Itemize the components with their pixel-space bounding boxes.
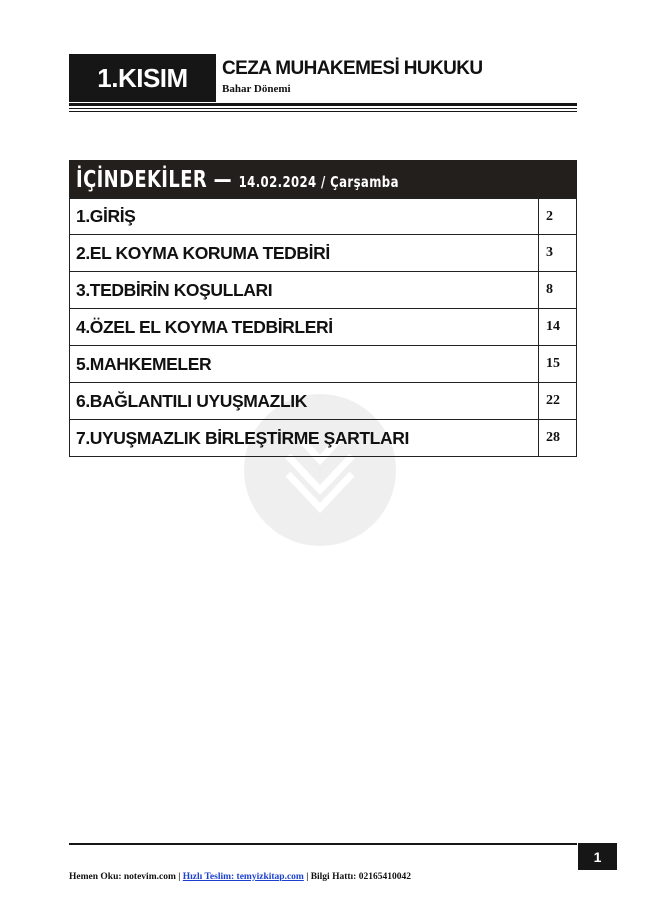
footer-rule	[69, 843, 577, 845]
page-number: 1	[593, 848, 602, 865]
footer-hotline: Bilgi Hattı: 02165410042	[310, 872, 411, 882]
header-rule-thick	[69, 103, 577, 106]
toc-item-page: 2	[546, 208, 553, 224]
toc-item-page: 14	[546, 319, 560, 334]
toc-item-label: 3.TEDBİRİN KOŞULLARI	[70, 272, 539, 308]
toc-date: 14.02.2024 / Çarşamba	[238, 173, 399, 191]
toc-row[interactable]	[69, 309, 577, 346]
table-of-contents	[69, 160, 577, 457]
document-title: CEZA MUHAKEMESİ HUKUKU	[222, 58, 483, 79]
section-label: 1.KISIM	[97, 62, 188, 93]
footer-read-label: Hemen Oku: notevim.com	[69, 872, 176, 882]
toc-row[interactable]	[69, 420, 577, 457]
toc-item-page: 28	[546, 430, 560, 445]
header-rule-thin	[69, 108, 577, 109]
toc-row[interactable]	[69, 383, 577, 420]
page-number-box	[578, 843, 617, 870]
toc-item-label: 5.MAHKEMELER	[70, 346, 539, 382]
toc-row[interactable]	[69, 235, 577, 272]
delivery-link[interactable]: Hızlı Teslim: temyizkitap.com	[182, 872, 304, 882]
footer-separator: |	[178, 872, 181, 882]
toc-row[interactable]	[69, 198, 577, 235]
toc-item-page: 8	[546, 282, 553, 297]
header-rule-thin	[69, 111, 577, 112]
toc-heading: İÇİNDEKİLER —	[76, 167, 233, 193]
footer-info	[69, 872, 411, 882]
document-subtitle: Bahar Dönemi	[222, 83, 291, 95]
toc-item-label: 7.UYUŞMAZLIK BİRLEŞTİRME ŞARTLARI	[70, 420, 539, 456]
toc-item-page: 15	[546, 356, 560, 371]
toc-item-label: 4.ÖZEL EL KOYMA TEDBİRLERİ	[70, 309, 539, 345]
toc-header	[69, 160, 577, 198]
footer-separator: |	[306, 872, 309, 882]
section-label-box	[69, 54, 216, 102]
toc-item-label: 2.EL KOYMA KORUMA TEDBİRİ	[70, 235, 539, 271]
toc-item-page: 3	[546, 245, 553, 260]
toc-item-page: 22	[546, 393, 560, 408]
toc-item-label: 1.GİRİŞ	[70, 199, 539, 234]
toc-row[interactable]	[69, 272, 577, 309]
toc-row[interactable]	[69, 346, 577, 383]
toc-item-label: 6.BAĞLANTILI UYUŞMAZLIK	[70, 383, 539, 419]
